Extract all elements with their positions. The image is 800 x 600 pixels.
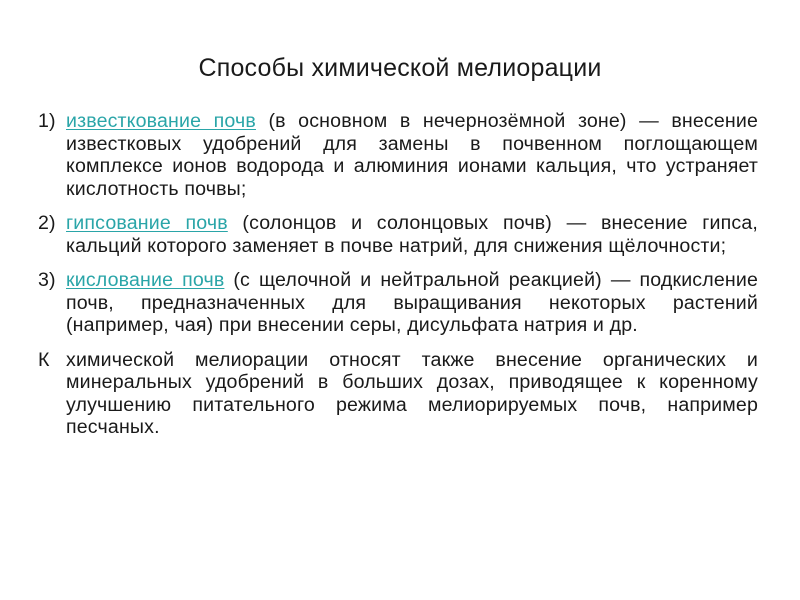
- list-item-text: (с щелочной и нейтральной реакцией) — подкисление почв, предназначенных для выращивания некоторых растений (например, чая) при внесении серы, дисульфата натрия и др.: [66, 269, 758, 336]
- closing-paragraph: [38, 349, 758, 439]
- list-item-text: (солонцов и солонцовых почв) — внесение гипса, кальций которого заменяет в почве натрий, для снижения щёлочности;: [66, 212, 758, 257]
- link-izvestkovanie[interactable]: известкование почв: [66, 110, 256, 132]
- closing-text: химической мелиорации относят также внесение органических и минеральных удобрений в больших дозах, приводящее к коренному улучшению питательного режима мелиорируемых почв, например песчаных.: [66, 348, 758, 438]
- list-item-3: [38, 269, 758, 337]
- slide-body: [38, 110, 758, 451]
- slide-title: Способы химической мелиорации: [198, 54, 602, 82]
- list-item-text: (в основном в нечернозёмной зоне) — внесение известковых удобрений для замены в почвенном поглощающем комплексе ионов водорода и алюминия ионами кальция, что устраняет кислотность почвы;: [66, 110, 759, 200]
- link-kislovanie[interactable]: кислование почв: [66, 269, 225, 291]
- list-item-2: [38, 212, 758, 257]
- list-item-number: 3): [38, 269, 56, 291]
- link-gipsovanie[interactable]: гипсование почв: [66, 212, 228, 234]
- list-item-1: [38, 110, 758, 200]
- list-item-number: 1): [38, 110, 56, 132]
- list-item-number: 2): [38, 212, 56, 234]
- closing-lead: К: [38, 348, 50, 371]
